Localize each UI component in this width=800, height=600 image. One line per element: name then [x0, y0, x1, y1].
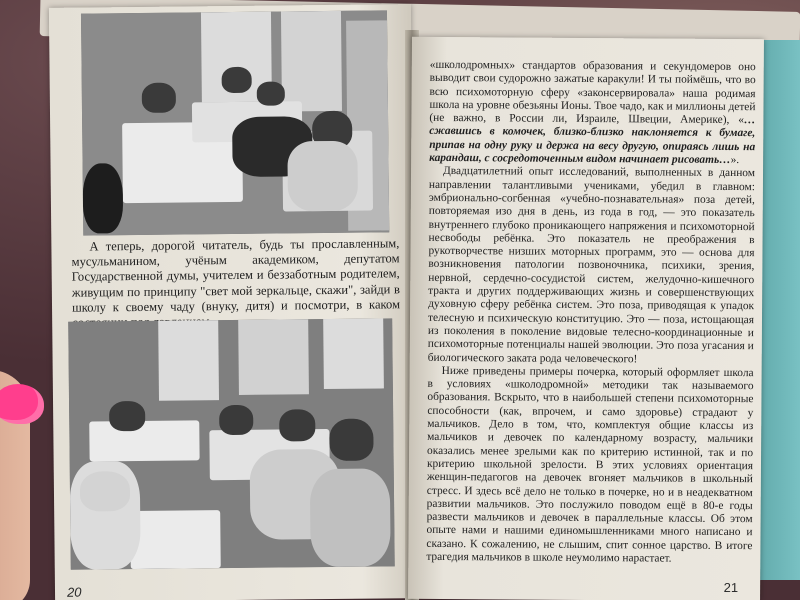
classroom-photo-top [81, 10, 389, 235]
left-page [49, 4, 417, 600]
classroom-photo-bottom [68, 318, 395, 569]
page-number-left: 20 [66, 584, 82, 600]
paragraph-1-text: «школодромных» стандартов образования и секундомеров оно выводит свои судорожно зажатые каракули! И ты поймёшь, что во всю психомоторную сферу «законсервировала» наша родимая школа на уровне обезьяны Ионы. Твое чадо, как и миллионы детей (не важно, в России ли, Израиле, Швеции, Америке), « [429, 58, 756, 127]
paragraph-1-emphasis: …сжавшись в комочек, близко-близко наклоняется к бумаге, припав на одну руку и держа на весу другую, опираясь лишь на карандаш, с сосредоточенным видом начинает рисовать… [429, 114, 756, 167]
left-page-caption-text [71, 236, 400, 331]
paragraph-3: Ниже приведены примеры почерка, который оформляет школа в условиях «школодромной» методики так называемого образования. Вскрыто, что в наибольшей степени психомоторные способности (как, впрочем, и само здоровье) страдают у мальчиков. Дело в том, что, комплектуя общие классы из мальчиков и девочек по календарному возрасту, мальчики оказались менее зрелыми как по критерию истинной, так и по критерию школьной зрелости. В этих условиях ориентация женщин-педагогов на девочек вгоняет мальчиков в школьный стресс. И здесь всё дело не только в почерке, но и в неадекватном развитии мальчиков. Это послужило поводом ещё в 80-е годы развести мальчиков и девочек в параллельные классы. Об этом опыте нами и нашими единомышленниками много написано и сказано. К сожалению, не слышим, спит сонное царство. В итоге трагедия мальчиков в школе неумолимо нарастает. [426, 364, 754, 565]
paragraph-2: Двадцатилетний опыт исследований, выполненных в данном направлении талантливыми учениками, убедил в главном: эмбрионально-согбенная «учебно-познавательная» поза детей, повторяемая изо дня в день, из года в год, — это показатель внутреннего глубоко проникающего напряжения и психомоторной несвободы ребёнка. Это показатель не преображения в рукотворчестве низших моторных программ, это — основа для возникновения патологии позвоночника, психики, зрения, нервной, сердечно-сосудистой систем, желудочно-кишечного тракта и других поддерживающих жизнь и совершенствующих духовную сферу ребёнка систем. Это поза, приводящая к упадок телесную и психическую конституцию. Это — поза, истощающая из поколения в поколение видовые телесно-координационные и психомоторные потенциалы нашей эволюции. Это поза угасания и биологического заката рода человеческого! [427, 165, 756, 365]
paragraph-1-end: ». [730, 154, 740, 167]
page-number-right: 21 [723, 579, 739, 596]
caption-paragraph: А теперь, дорогой читатель, будь ты прославленным, мусульманином, учёным академиком, депутатом Государственной думы, учителем и беззаботным родителем, живущим по принципу "свет мой зеркальце, скажи", зайди в школу к своему чаду (внуку, дитя) и посмотри, в каком [71, 236, 401, 315]
right-page [408, 37, 764, 600]
paragraph-1 [429, 59, 756, 168]
right-page-body-text [426, 59, 756, 567]
